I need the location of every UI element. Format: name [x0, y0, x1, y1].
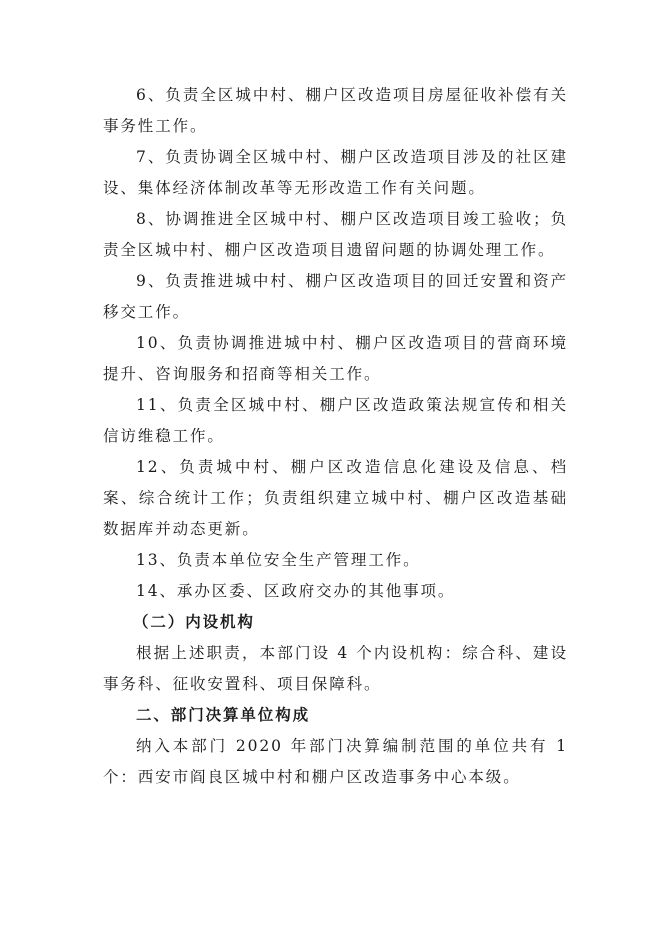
duty-item-9: 9、负责推进城中村、棚户区改造项目的回迁安置和资产移交工作。	[103, 272, 568, 321]
duty-item-12: 12、负责城中村、棚户区改造信息化建设及信息、档案、综合统计工作；负责组织建立城中村、棚户区改造基础数据库并动态更新。	[103, 458, 568, 538]
budget-units-heading: 二、部门决算单位构成	[136, 706, 311, 724]
budget-units-text: 纳入本部门 2020 年部门决算编制范围的单位共有 1 个：西安市阎良区城中村和棚户区改造事务中心本级。	[103, 737, 568, 786]
duty-item-6: 6、负责全区城中村、棚户区改造项目房屋征收补偿有关事务性工作。	[103, 86, 568, 135]
duty-item-10: 10、负责协调推进城中村、棚户区改造项目的营商环境提升、咨询服务和招商等相关工作。	[103, 334, 568, 383]
duty-item-11: 11、负责全区城中村、棚户区改造政策法规宣传和相关信访维稳工作。	[103, 396, 568, 445]
internal-departments-heading: （二）内设机构	[133, 613, 255, 631]
duty-item-7: 7、负责协调全区城中村、棚户区改造项目涉及的社区建设、集体经济体制改革等无形改造工作有关问题。	[103, 148, 568, 197]
internal-departments-text: 根据上述职责，本部门设 4 个内设机构：综合科、建设事务科、征收安置科、项目保障科。	[103, 644, 568, 693]
duty-item-14: 14、承办区委、区政府交办的其他事项。	[136, 582, 456, 600]
duty-item-13: 13、负责本单位安全生产管理工作。	[136, 551, 421, 569]
document-body	[103, 80, 568, 793]
duty-item-8: 8、协调推进全区城中村、棚户区改造项目竣工验收；负责全区城中村、棚户区改造项目遗留问题的协调处理工作。	[103, 210, 568, 259]
